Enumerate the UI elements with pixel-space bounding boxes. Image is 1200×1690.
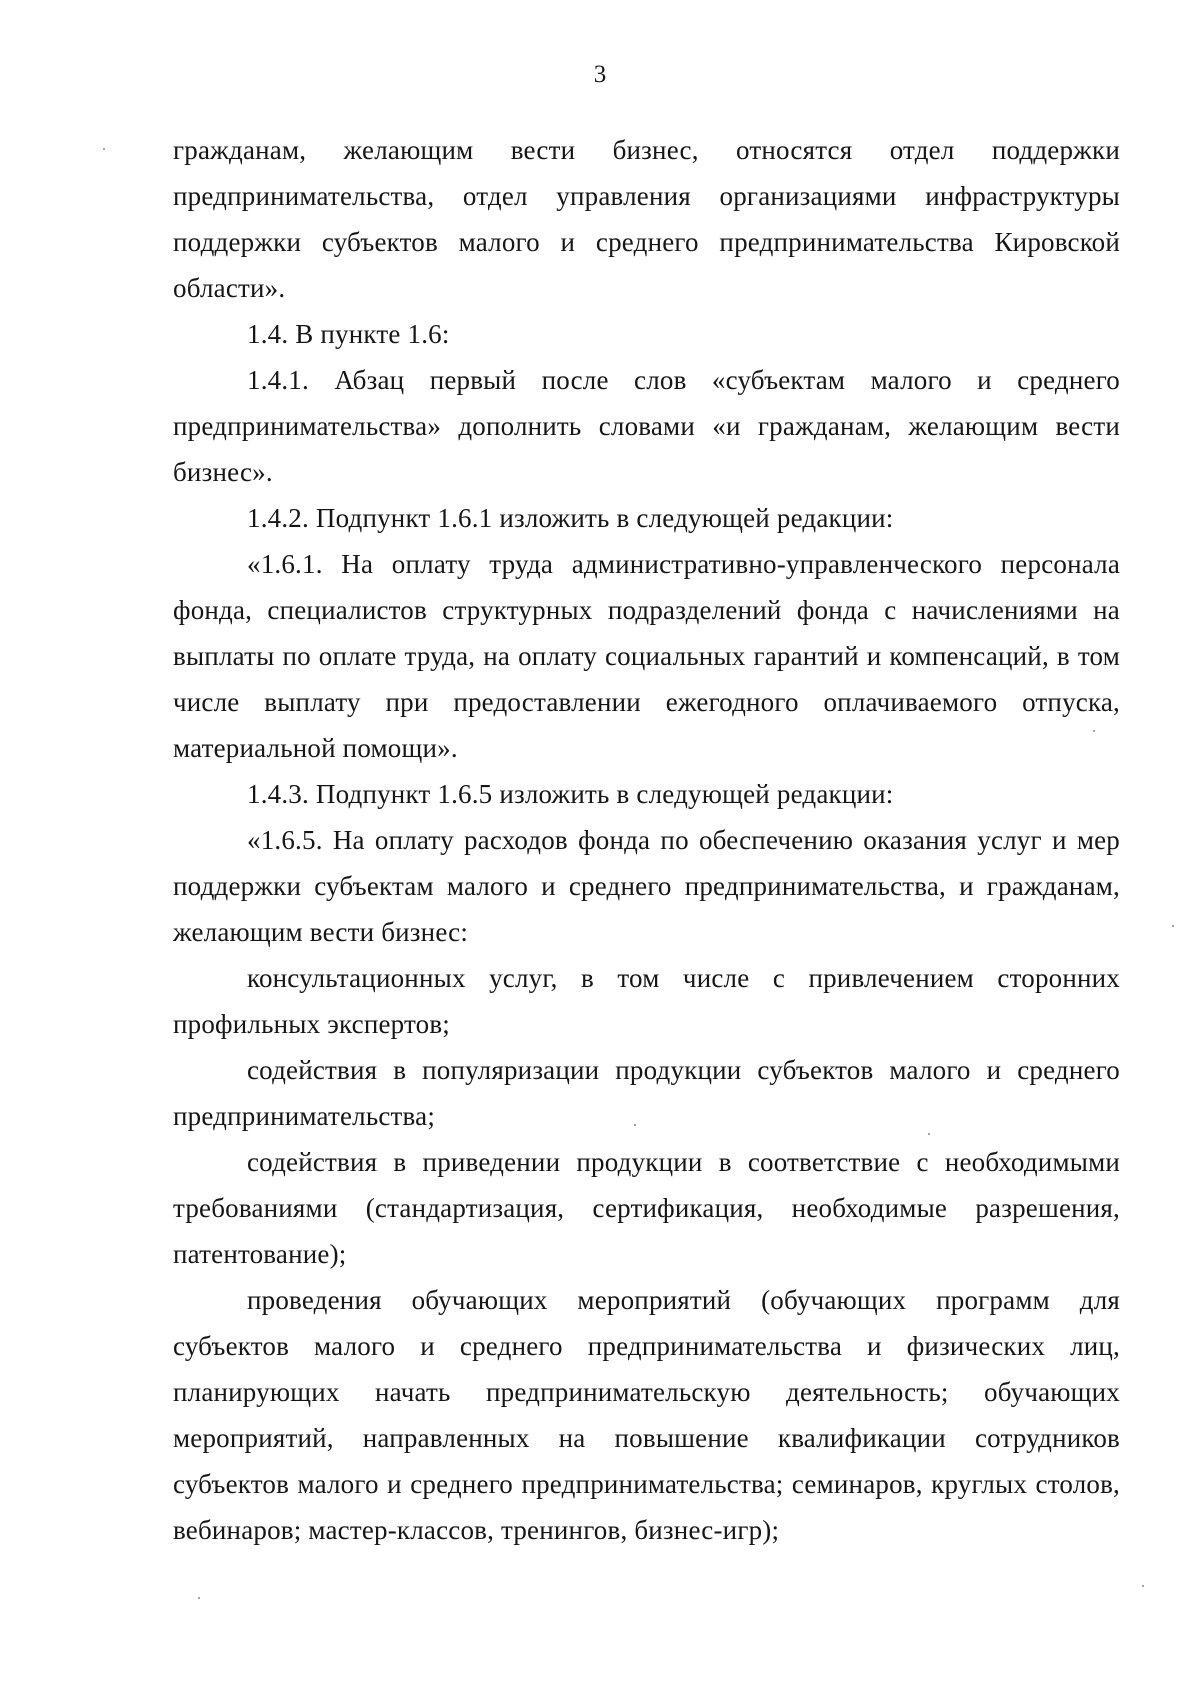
paragraph-1-4-2: 1.4.2. Подпункт 1.6.1 изложить в следующей редакции:: [247, 503, 894, 533]
paragraph-continuation: гражданам, желающим вести бизнес, относятся отдел поддержки предпринимательства, отдел управления организациями инфраструктуры поддержки субъектов малого и среднего предпринимательства Кировской области».: [173, 135, 1120, 303]
list-item-certification: содействия в приведении продукции в соответствие с необходимыми требованиями (стандартизация, сертификация, необходимые разрешения, патентование);: [173, 1147, 1120, 1269]
scan-speck: [634, 1124, 636, 1126]
paragraph-1-4-1: 1.4.1. Абзац первый после слов «субъектам малого и среднего предпринимательства» дополнить словами «и гражданам, желающим вести бизнес».: [173, 365, 1120, 487]
scan-speck: [1093, 730, 1095, 732]
scan-speck: [1172, 925, 1174, 927]
paragraph-1-6-5-quote: «1.6.5. На оплату расходов фонда по обеспечению оказания услуг и мер поддержки субъектам малого и среднего предпринимательства, и гражданам, желающим вести бизнес:: [173, 825, 1120, 947]
document-body: [173, 127, 1120, 1553]
page-number: 3: [593, 61, 607, 88]
scan-speck: [1142, 1585, 1144, 1587]
scan-speck: [103, 148, 105, 150]
list-item-training: проведения обучающих мероприятий (обучающих программ для субъектов малого и среднего предпринимательства и физических лиц, планирующих начать предпринимательскую деятельность; обучающих мероприятий, направленных на повышение квалификации сотрудников субъектов малого и среднего предпринимательства; семинаров, круглых столов, вебинаров; мастер-классов, тренингов, бизнес-игр);: [173, 1285, 1120, 1545]
scan-speck: [198, 1597, 200, 1599]
list-item-consulting: консультационных услуг, в том числе с привлечением сторонних профильных экспертов;: [173, 963, 1120, 1039]
list-item-popularization: содействия в популяризации продукции субъектов малого и среднего предпринимательства;: [173, 1055, 1120, 1131]
paragraph-1-6-1-quote: «1.6.1. На оплату труда административно-управленческого персонала фонда, специалистов структурных подразделений фонда с начислениями на выплаты по оплате труда, на оплату социальных гарантий и компенсаций, в том числе выплату при предоставлении ежегодного оплачиваемого отпуска, материальной помощи».: [173, 549, 1120, 763]
scan-speck: [928, 1133, 930, 1135]
paragraph-1-4: 1.4. В пункте 1.6:: [247, 319, 450, 349]
paragraph-1-4-3: 1.4.3. Подпункт 1.6.5 изложить в следующей редакции:: [247, 779, 894, 809]
